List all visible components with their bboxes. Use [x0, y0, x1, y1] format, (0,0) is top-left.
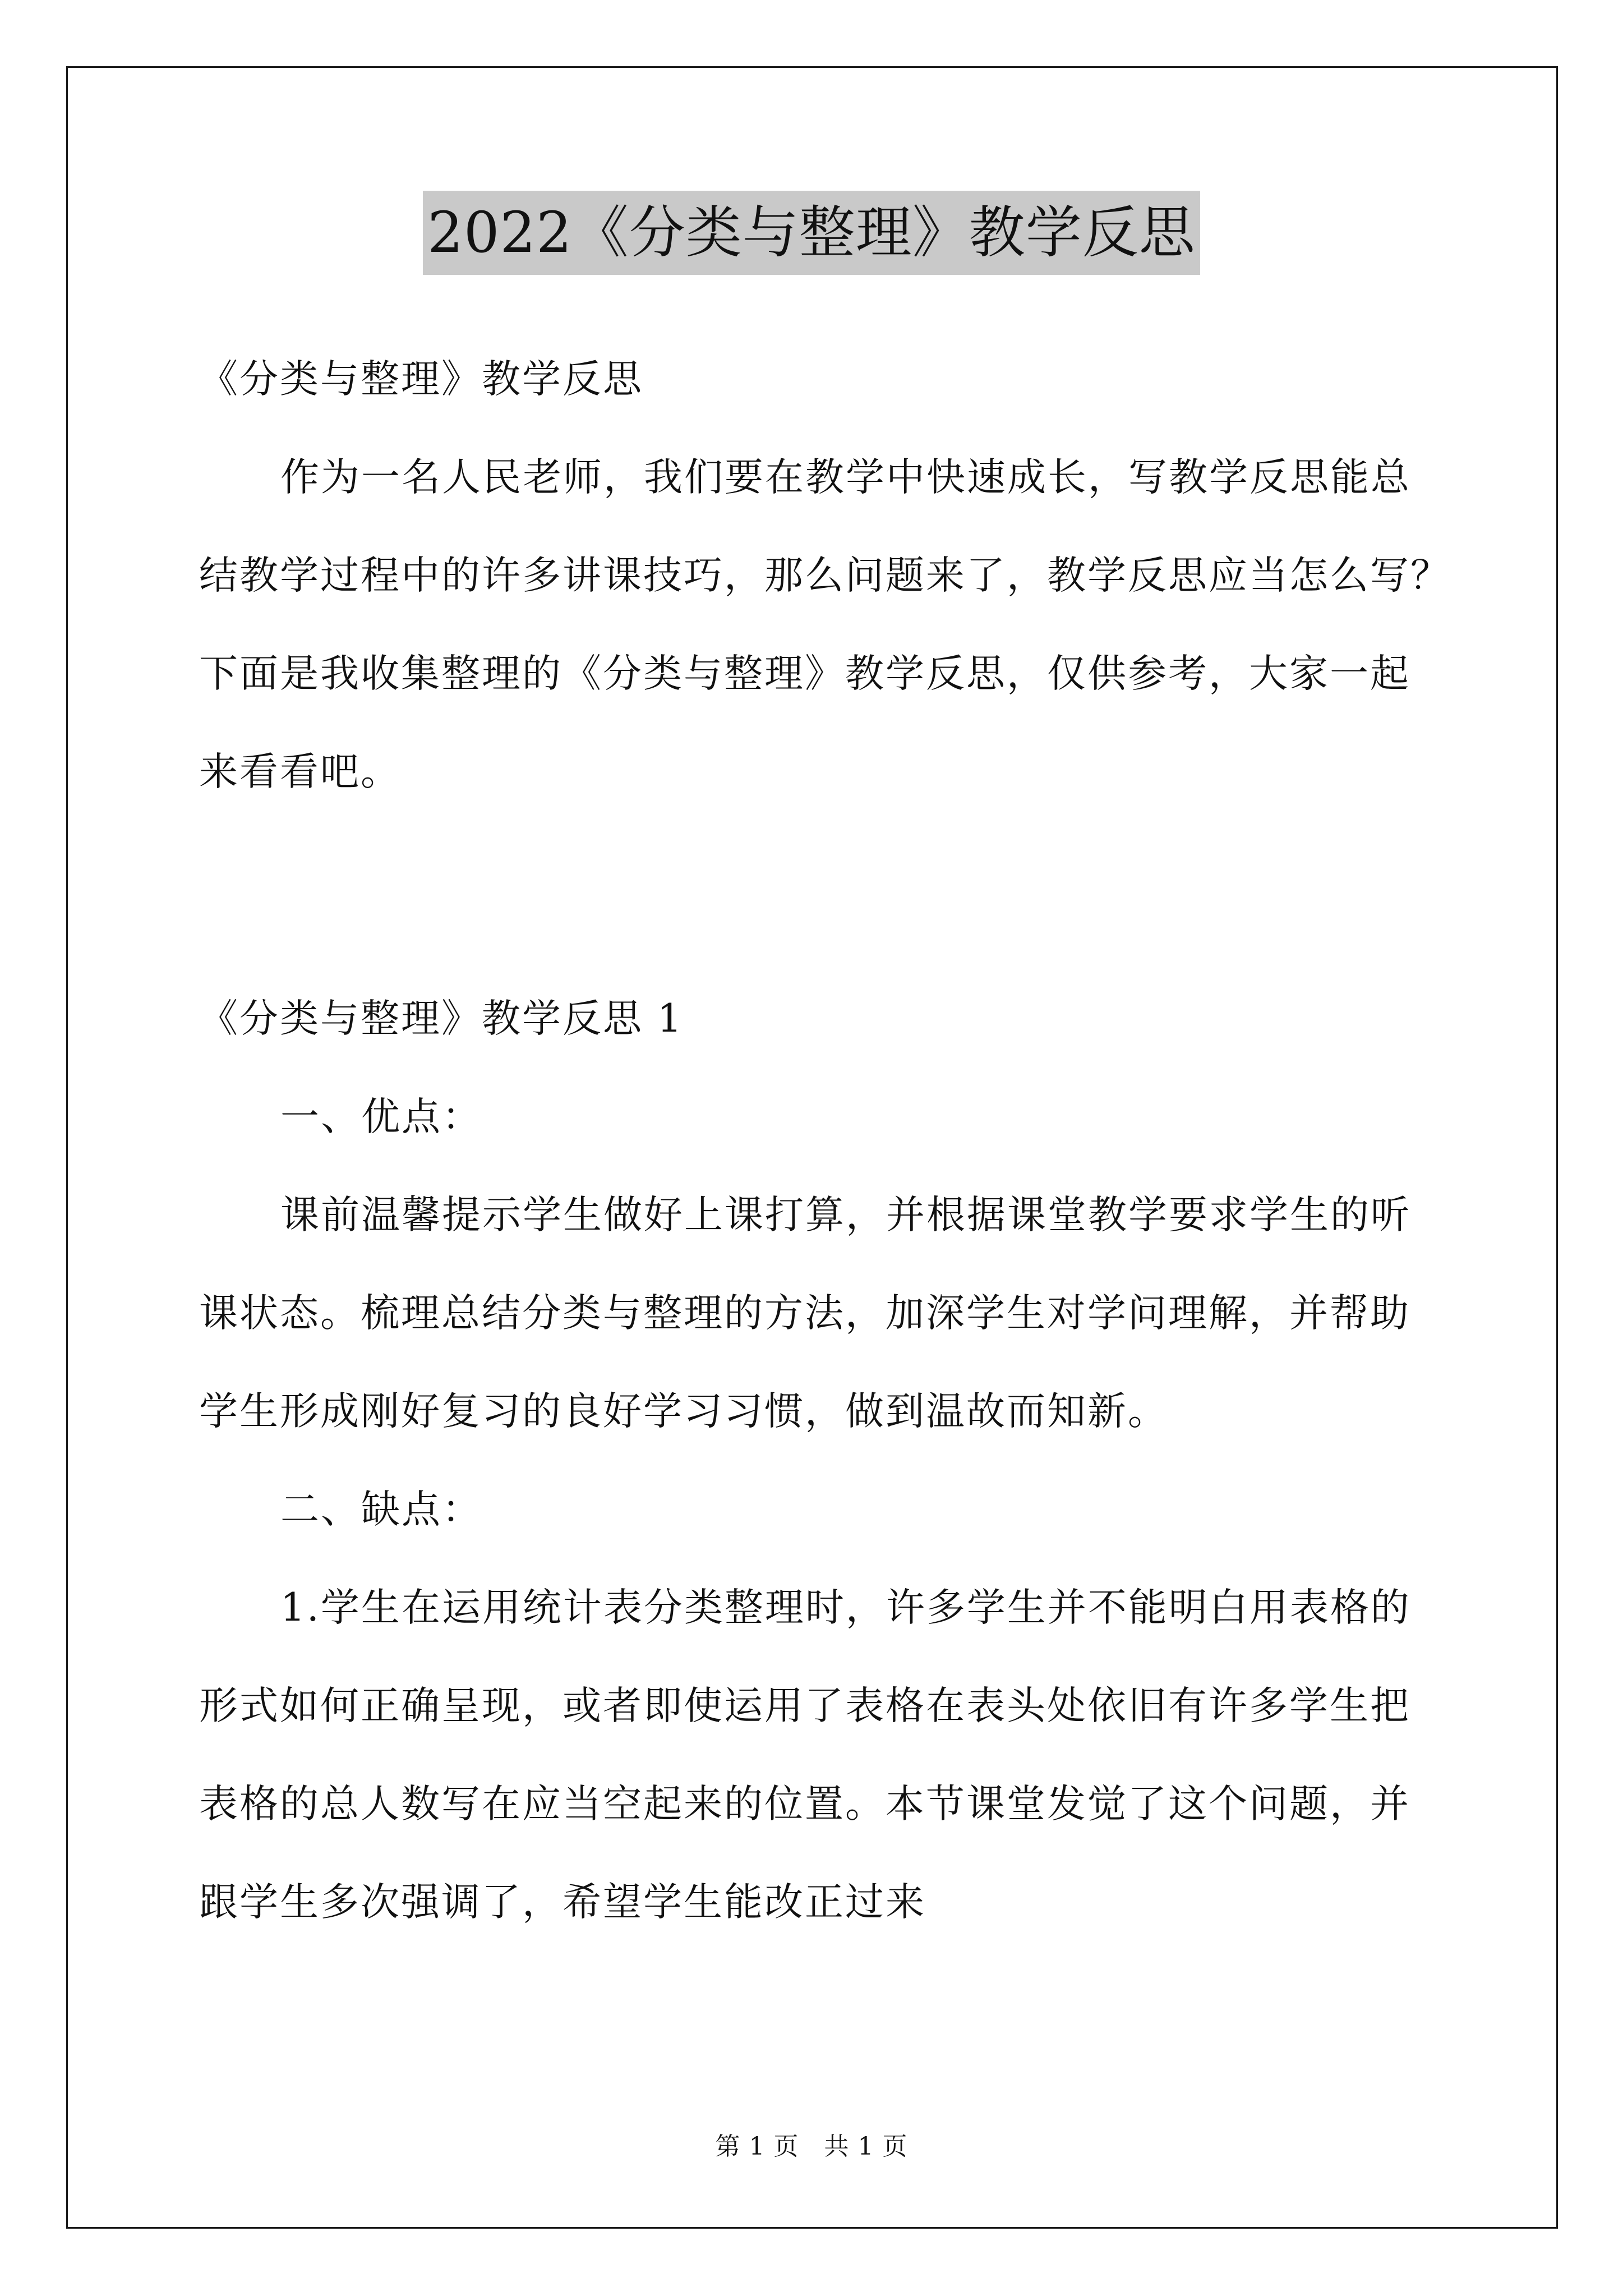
- advantages-line-2: 课状态。梳理总结分类与整理的方法，加深学生对学问理解，并帮助: [199, 1291, 1410, 1336]
- section-heading: 《分类与整理》教学反思 1: [199, 996, 684, 1041]
- intro-line-3: 下面是我收集整理的《分类与整理》教学反思，仅供参考，大家一起: [199, 651, 1410, 696]
- disadvantages-line-2: 形式如何正确呈现，或者即使运用了表格在表头处依旧有许多学生把: [199, 1683, 1410, 1728]
- disadvantages-line-4: 跟学生多次强调了，希望学生能改正过来: [199, 1880, 926, 1925]
- document-title: 2022《分类与整理》教学反思: [423, 191, 1200, 275]
- page-number-footer: 第 1 页 共 1 页: [715, 2132, 908, 2161]
- disadvantages-heading: 二、缺点：: [280, 1487, 482, 1532]
- subtitle: 《分类与整理》教学反思: [199, 357, 643, 402]
- intro-line-1: 作为一名人民老师，我们要在教学中快速成长，写教学反思能总: [280, 455, 1411, 500]
- advantages-line-1: 课前温馨提示学生做好上课打算，并根据课堂教学要求学生的听: [280, 1193, 1411, 1237]
- intro-line-2: 结教学过程中的许多讲课技巧，那么问题来了，教学反思应当怎么写？: [199, 553, 1451, 598]
- advantages-line-3: 学生形成刚好复习的良好学习习惯，做到温故而知新。: [199, 1389, 1168, 1434]
- intro-line-4: 来看看吧。: [199, 749, 401, 794]
- advantages-heading: 一、优点：: [280, 1094, 482, 1139]
- disadvantages-line-3: 表格的总人数写在应当空起来的位置。本节课堂发觉了这个问题，并: [199, 1782, 1410, 1826]
- title-container: [0, 191, 1623, 275]
- disadvantages-line-1: 1.学生在运用统计表分类整理时，许多学生并不能明白用表格的: [280, 1585, 1411, 1630]
